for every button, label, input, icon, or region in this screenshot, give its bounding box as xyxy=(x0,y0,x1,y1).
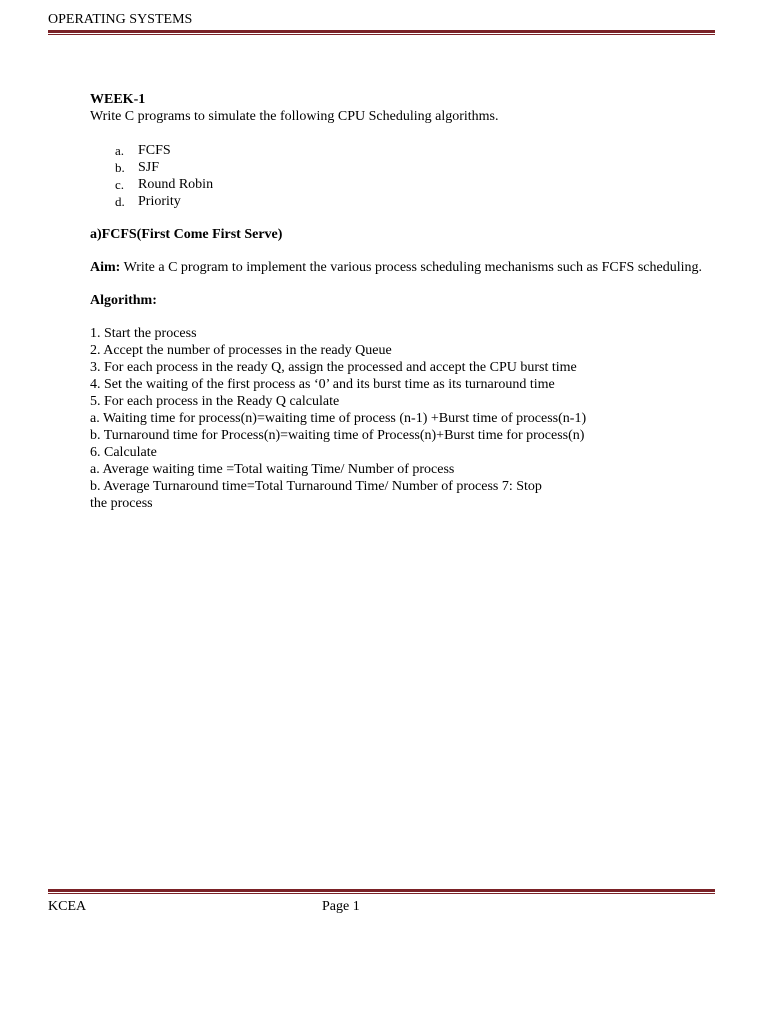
algorithm-heading: Algorithm: xyxy=(90,293,157,308)
algorithm-step: b. Turnaround time for Process(n)=waiting time of Process(n)+Burst time for process(n) xyxy=(90,428,585,443)
algorithm-step: 5. For each process in the Ready Q calculate xyxy=(90,394,340,409)
list-item-label: Round Robin xyxy=(138,177,214,192)
footer-institution: KCEA xyxy=(48,899,87,914)
algorithm-step: 2. Accept the number of processes in the ready Queue xyxy=(90,343,392,358)
aim-label: Aim: xyxy=(90,260,121,275)
week-heading: WEEK-1 xyxy=(90,92,146,107)
list-item xyxy=(90,159,715,176)
document-body xyxy=(90,91,715,512)
header-divider-thick xyxy=(48,30,715,33)
list-item xyxy=(90,142,715,159)
algorithm-step: a. Waiting time for process(n)=waiting time of process (n-1) +Burst time of process(n-1) xyxy=(90,411,587,426)
list-marker: d. xyxy=(115,194,125,209)
algorithm-step: 3. For each process in the ready Q, assign the processed and accept the CPU burst time xyxy=(90,360,577,375)
intro-text: Write C programs to simulate the following CPU Scheduling algorithms. xyxy=(90,109,499,124)
algorithm-steps xyxy=(90,325,715,512)
algorithm-list xyxy=(90,142,715,210)
aim-text: Write a C program to implement the various process scheduling mechanisms such as FCFS scheduling. xyxy=(120,260,702,275)
aim-paragraph xyxy=(90,259,715,276)
page-header-title: OPERATING SYSTEMS xyxy=(48,12,193,27)
section-title: a)FCFS(First Come First Serve) xyxy=(90,227,283,242)
algorithm-step: 1. Start the process xyxy=(90,326,197,341)
footer-divider xyxy=(48,889,715,894)
list-item-label: Priority xyxy=(138,194,181,209)
header-divider xyxy=(48,30,715,35)
list-item-label: FCFS xyxy=(138,143,171,158)
page-number: Page 1 xyxy=(322,899,360,914)
algorithm-step: b. Average Turnaround time=Total Turnaround Time/ Number of process 7: Stop xyxy=(90,479,542,494)
algorithm-step: 4. Set the waiting of the first process as ‘0’ and its burst time as its turnaround time xyxy=(90,377,555,392)
header-divider-thin xyxy=(48,34,715,35)
algorithm-step: the process xyxy=(90,496,153,511)
list-item xyxy=(90,193,715,210)
algorithm-step: 6. Calculate xyxy=(90,445,157,460)
algorithm-step: a. Average waiting time =Total waiting Time/ Number of process xyxy=(90,462,455,477)
footer-divider-thin xyxy=(48,893,715,894)
list-marker: c. xyxy=(115,177,125,192)
footer-divider-thick xyxy=(48,889,715,892)
list-item xyxy=(90,176,715,193)
list-item-label: SJF xyxy=(138,160,160,175)
list-marker: a. xyxy=(115,143,125,158)
list-marker: b. xyxy=(115,160,125,175)
